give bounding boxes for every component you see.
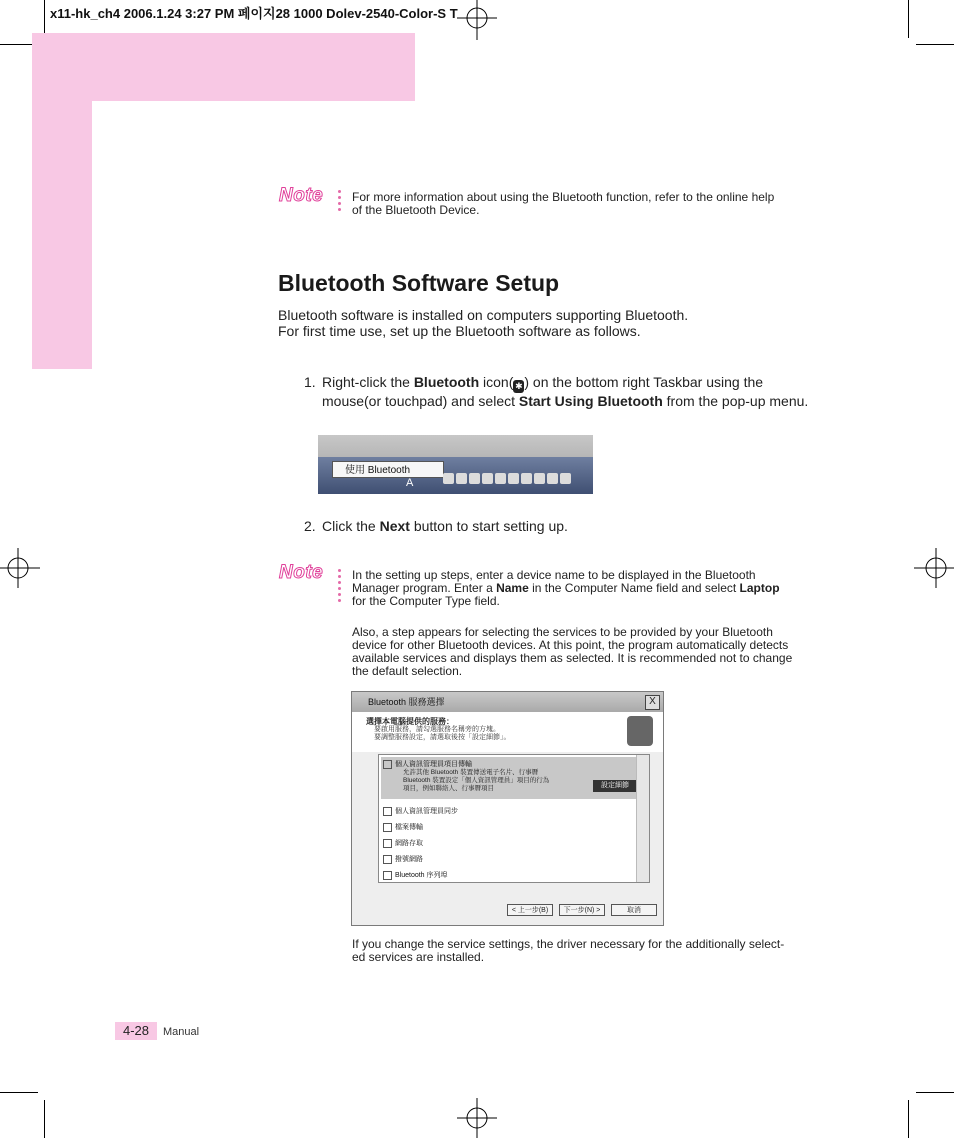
registration-mark-top <box>452 0 502 40</box>
tray-icon[interactable] <box>456 473 467 484</box>
list-item[interactable]: 檔案傳輸 <box>383 822 423 832</box>
dialog-subheading: 要啟用服務，請勾選服務名稱旁的方塊。 要調整服務設定，請選取後按「設定細節」。 <box>374 726 511 741</box>
settings-button[interactable]: 設定細節 <box>593 780 637 792</box>
list-item[interactable]: Bluetooth 序列埠 <box>383 870 448 880</box>
back-button[interactable]: < 上一步(B) <box>507 904 553 916</box>
tray-icon[interactable] <box>547 473 558 484</box>
cancel-button[interactable]: 取消 <box>611 904 657 916</box>
page-number: 4-28 <box>115 1022 157 1040</box>
note-label: Note <box>279 185 324 206</box>
closing-text: If you change the service settings, the driver necessary for the additionally select- ed services are installed. <box>352 937 785 964</box>
crop-mark <box>916 1092 954 1093</box>
decorative-side-band <box>32 33 92 369</box>
dialog-title: Bluetooth 服務選擇 <box>352 692 663 712</box>
checkbox[interactable] <box>383 823 392 832</box>
crop-mark <box>908 0 909 38</box>
note-dots <box>338 190 342 214</box>
step-number: 2. <box>304 518 316 534</box>
list-item[interactable]: 網路存取 <box>383 838 423 848</box>
next-button[interactable]: 下一步(N) > <box>559 904 605 916</box>
section-title: Bluetooth Software Setup <box>278 270 560 296</box>
service-list <box>378 754 650 883</box>
registration-mark-right <box>914 543 954 593</box>
checkbox[interactable] <box>383 855 392 864</box>
checkbox[interactable] <box>383 839 392 848</box>
bluetooth-service-dialog <box>351 691 664 926</box>
tray-icon[interactable] <box>508 473 519 484</box>
bluetooth-tray-icon[interactable] <box>443 473 454 484</box>
step-1-text: Right-click the Bluetooth icon( ✱ ) on the bottom right Taskbar using the mouse(or touchpad) and select Start Using Bluetooth from the pop-up menu. <box>322 374 809 409</box>
note-2-text: In the setting up steps, enter a device name to be displayed in the Bluetooth Manager program. Enter a Name in the Computer Name field and select Laptop for the Computer Type field. <box>352 568 780 608</box>
list-item[interactable]: 撥號網路 <box>383 854 423 864</box>
crop-mark <box>44 1100 45 1138</box>
tray-icon[interactable] <box>482 473 493 484</box>
tray-icon[interactable] <box>534 473 545 484</box>
close-button[interactable]: X <box>645 695 660 710</box>
tray-icons <box>443 473 571 484</box>
checkbox[interactable] <box>383 871 392 880</box>
note-label: Note <box>279 562 324 583</box>
print-header: x11-hk_ch4 2006.1.24 3:27 PM 페이지28 1000 Dolev-2540-Color-S T <box>50 6 458 21</box>
crop-mark <box>0 1092 38 1093</box>
step-number: 1. <box>304 374 316 390</box>
language-indicator: A <box>406 477 414 489</box>
footer-label: Manual <box>163 1026 200 1038</box>
dialog-heading: 選擇本電腦提供的服務： <box>366 717 454 726</box>
note-dots <box>338 569 342 605</box>
checkbox[interactable] <box>383 760 392 769</box>
note-2-paragraph: Also, a step appears for selecting the services to be provided by your Bluetooth device for other Bluetooth devices. At this point, the program automatically detects available services and displays them as selected. It is recommended not to change the default selection. <box>352 625 793 678</box>
dialog-header <box>352 712 663 752</box>
bluetooth-popup-menu-item[interactable]: 使用 Bluetooth <box>332 461 444 478</box>
registration-mark-bottom <box>452 1098 502 1138</box>
tray-icon[interactable] <box>560 473 571 484</box>
service-description: 允許其他 Bluetooth 裝置傳送電子名片、行事曆 Bluetooth 裝置設定「個人資訊管理員」項目的行為 項目，例如聯絡人、行事曆項目 <box>403 769 550 792</box>
bluetooth-logo-icon <box>627 716 653 746</box>
taskbar-screenshot <box>318 435 593 494</box>
scrollbar[interactable] <box>636 755 649 882</box>
step-2-text: Click the Next button to start setting up. <box>322 518 568 534</box>
section-intro: Bluetooth software is installed on computers supporting Bluetooth. For first time use, set up the Bluetooth software as follows. <box>278 307 689 339</box>
list-item[interactable]: 個人資訊管理員項目傳輸 允許其他 Bluetooth 裝置傳送電子名片、行事曆 Bluetooth 裝置設定「個人資訊管理員」項目的行為 項目，例如聯絡人、行事曆項目 <box>381 757 641 799</box>
crop-mark <box>908 1100 909 1138</box>
tray-icon[interactable] <box>469 473 480 484</box>
tray-icon[interactable] <box>495 473 506 484</box>
note-text: For more information about using the Bluetooth function, refer to the online help of the Bluetooth Device. <box>352 190 775 217</box>
bluetooth-icon: ✱ <box>515 381 523 391</box>
crop-mark <box>916 44 954 45</box>
tray-icon[interactable] <box>521 473 532 484</box>
checkbox[interactable] <box>383 807 392 816</box>
list-item[interactable]: 個人資訊管理員同步 <box>383 806 458 816</box>
registration-mark-left <box>0 543 40 593</box>
